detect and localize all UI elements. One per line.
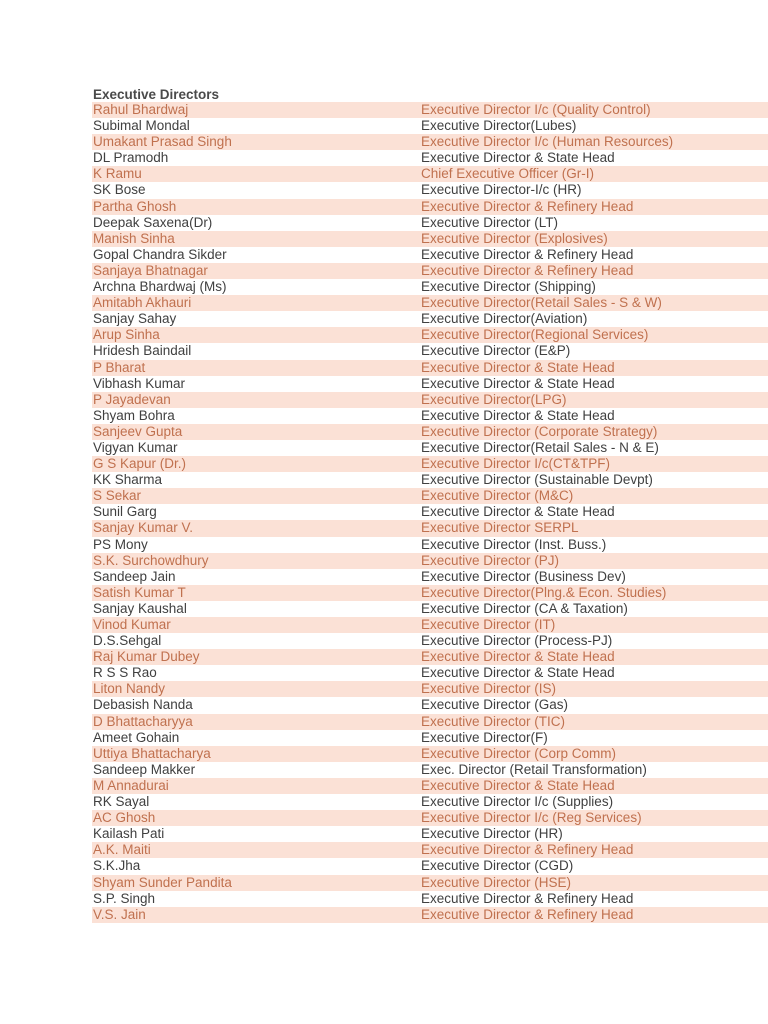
name-cell: Sandeep Makker	[93, 761, 196, 777]
name-cell: G S Kapur (Dr.)	[93, 456, 187, 472]
name-cell: Manish Sinha	[93, 230, 175, 246]
table-row	[92, 408, 768, 424]
designation-cell: Executive Director (Business Dev)	[421, 568, 626, 584]
designation-cell: Executive Director (CA & Taxation)	[421, 600, 628, 616]
designation-cell: Executive Director & State Head	[421, 359, 615, 375]
table-row	[92, 295, 768, 311]
designation-cell: Executive Director I/c (Supplies)	[421, 794, 614, 810]
designation-cell: Executive Director I/c (Human Resources)	[421, 134, 674, 150]
table-row	[92, 746, 768, 762]
designation-cell: Chief Executive Officer (Gr-I)	[421, 166, 595, 182]
name-cell: PS Mony	[93, 536, 148, 552]
table-row	[92, 215, 768, 231]
designation-cell: Executive Director(Plng.& Econ. Studies)	[421, 584, 667, 600]
name-cell: K Ramu	[93, 166, 142, 182]
designation-cell: Executive Director & State Head	[421, 150, 615, 166]
table-row	[92, 537, 768, 553]
table-row	[92, 810, 768, 826]
name-cell: V.S. Jain	[93, 906, 146, 922]
table-row	[92, 199, 768, 215]
designation-cell: Executive Director (IS)	[421, 681, 557, 697]
designation-cell: Executive Director (Gas)	[421, 697, 569, 713]
name-cell: RK Sayal	[93, 794, 150, 810]
name-cell: P Jayadevan	[93, 391, 171, 407]
name-cell: Sanjeev Gupta	[93, 423, 183, 439]
table-row	[92, 826, 768, 842]
designation-cell: Executive Director (PJ)	[421, 552, 560, 568]
name-cell: Sanjaya Bhatnagar	[93, 262, 208, 278]
table-row	[92, 633, 768, 649]
name-cell: M Annadurai	[93, 777, 169, 793]
designation-cell: Exec. Director (Retail Transformation)	[421, 761, 647, 777]
table-row	[92, 601, 768, 617]
designation-cell: Executive Director & Refinery Head	[421, 262, 634, 278]
designation-cell: Executive Director & Refinery Head	[421, 842, 634, 858]
designation-cell: Executive Director(LPG)	[421, 391, 567, 407]
designation-cell: Executive Director(F)	[421, 729, 548, 745]
table-row	[92, 231, 768, 247]
table-row	[92, 456, 768, 472]
table-row	[92, 665, 768, 681]
designation-cell: Executive Director (HSE)	[421, 874, 572, 890]
designation-cell: Executive Director (Process-PJ)	[421, 633, 613, 649]
table-row	[92, 504, 768, 520]
table-row	[92, 150, 768, 166]
designation-cell: Executive Director I/c(CT&TPF)	[421, 456, 611, 472]
name-cell: Raj Kumar Dubey	[93, 649, 200, 665]
name-cell: S.K. Surchowdhury	[93, 552, 209, 568]
table-row	[92, 681, 768, 697]
name-cell: Sanjay Kumar V.	[93, 520, 194, 536]
table-row	[92, 907, 768, 923]
designation-cell: Executive Director (E&P)	[421, 343, 571, 359]
table-row	[92, 343, 768, 359]
designation-cell: Executive Director & Refinery Head	[421, 198, 634, 214]
name-cell: AC Ghosh	[93, 810, 156, 826]
designation-cell: Executive Director & Refinery Head	[421, 890, 634, 906]
designation-cell: Executive Director(Regional Services)	[421, 327, 649, 343]
table-row	[92, 311, 768, 327]
table-row	[92, 714, 768, 730]
table-row	[92, 875, 768, 891]
name-cell: Satish Kumar T	[93, 584, 186, 600]
designation-cell: Executive Director & State Head	[421, 777, 615, 793]
name-cell: Deepak Saxena(Dr)	[93, 214, 213, 230]
name-cell: Gopal Chandra Sikder	[93, 246, 227, 262]
name-cell: Archna Bhardwaj (Ms)	[93, 279, 227, 295]
designation-cell: Executive Director SERPL	[421, 520, 579, 536]
name-cell: Shyam Bohra	[93, 407, 175, 423]
name-cell: Sandeep Jain	[93, 568, 176, 584]
name-cell: Liton Nandy	[93, 681, 166, 697]
name-cell: Partha Ghosh	[93, 198, 177, 214]
designation-cell: Executive Director (Inst. Buss.)	[421, 536, 607, 552]
designation-cell: Executive Director & Refinery Head	[421, 906, 634, 922]
table-row	[92, 102, 768, 118]
name-cell: Vibhash Kumar	[93, 375, 186, 391]
name-cell: Arup Sinha	[93, 327, 160, 343]
table-row	[92, 520, 768, 536]
designation-cell: Executive Director-I/c (HR)	[421, 182, 582, 198]
designation-cell: Executive Director & State Head	[421, 375, 615, 391]
table-row	[92, 649, 768, 665]
table-row	[92, 778, 768, 794]
table-row	[92, 376, 768, 392]
designation-cell: Executive Director I/c (Reg Services)	[421, 810, 642, 826]
designation-cell: Executive Director (Shipping)	[421, 279, 596, 295]
name-cell: Amitabh Akhauri	[93, 295, 192, 311]
name-cell: Sunil Garg	[93, 504, 157, 520]
name-cell: P Bharat	[93, 359, 146, 375]
designation-cell: Executive Director(Retail Sales - N & E)	[421, 439, 659, 455]
table-row	[92, 617, 768, 633]
name-cell: S Sekar	[93, 488, 142, 504]
table-row	[92, 263, 768, 279]
designation-cell: Executive Director (Corp Comm)	[421, 745, 617, 761]
designation-cell: Executive Director (IT)	[421, 617, 556, 632]
name-cell: R S S Rao	[93, 665, 157, 681]
name-cell: D Bhattacharyya	[93, 713, 193, 729]
table-row	[92, 858, 768, 874]
designation-cell: Executive Director (CGD)	[421, 858, 574, 874]
name-cell: Sanjay Sahay	[93, 311, 177, 327]
name-cell: KK Sharma	[93, 472, 163, 488]
name-cell: Hridesh Baindail	[93, 343, 192, 359]
table-row	[92, 247, 768, 263]
table-row	[92, 327, 768, 343]
table-row	[92, 166, 768, 182]
table-row	[92, 569, 768, 585]
designation-cell: Executive Director (Sustainable Devpt)	[421, 472, 653, 488]
table-row	[92, 392, 768, 408]
table-row	[92, 553, 768, 569]
name-cell: Sanjay Kaushal	[93, 600, 187, 616]
table-row	[92, 762, 768, 778]
table-row	[92, 440, 768, 456]
designation-cell: Executive Director (TIC)	[421, 713, 566, 729]
name-cell: Kailash Pati	[93, 826, 165, 842]
spreadsheet-sheet	[92, 86, 768, 923]
table-row	[92, 360, 768, 376]
name-cell: S.K.Jha	[93, 858, 141, 874]
table-row	[92, 891, 768, 907]
name-cell: Umakant Prasad Singh	[93, 134, 232, 150]
name-cell: Debasish Nanda	[93, 697, 193, 713]
name-cell: Shyam Sunder Pandita	[93, 874, 232, 890]
name-cell: S.P. Singh	[93, 890, 156, 906]
table-row	[92, 697, 768, 713]
designation-cell: Executive Director (LT)	[421, 214, 559, 230]
table-row	[92, 134, 768, 150]
designation-cell: Executive Director & State Head	[421, 407, 615, 423]
table-row	[92, 730, 768, 746]
name-cell: Vigyan Kumar	[93, 439, 178, 455]
name-cell: Ameet Gohain	[93, 729, 180, 745]
designation-cell: Executive Director (HR)	[421, 826, 563, 842]
designation-cell: Executive Director I/c (Quality Control)	[421, 102, 651, 117]
section-title: Executive Directors	[93, 87, 220, 102]
name-cell: A.K. Maiti	[93, 842, 151, 858]
designation-cell: Executive Director (M&C)	[421, 488, 574, 504]
table-row	[92, 794, 768, 810]
name-cell: D.S.Sehgal	[93, 633, 162, 649]
name-cell: Rahul Bhardwaj	[93, 102, 189, 117]
designation-cell: Executive Director & State Head	[421, 504, 615, 520]
name-cell: Uttiya Bhattacharya	[93, 745, 211, 761]
name-cell: SK Bose	[93, 182, 146, 198]
designation-cell: Executive Director (Explosives)	[421, 230, 608, 246]
table-row	[92, 424, 768, 440]
table-row	[92, 842, 768, 858]
executive-directors-list	[92, 102, 768, 923]
table-row	[92, 118, 768, 134]
designation-cell: Executive Director(Retail Sales - S & W)	[421, 295, 662, 311]
designation-cell: Executive Director(Lubes)	[421, 118, 577, 134]
table-row	[92, 279, 768, 295]
designation-cell: Executive Director (Corporate Strategy)	[421, 423, 658, 439]
name-cell: DL Pramodh	[93, 150, 169, 166]
table-row	[92, 182, 768, 198]
table-row	[92, 585, 768, 601]
name-cell: Vinod Kumar	[93, 617, 171, 632]
designation-cell: Executive Director(Aviation)	[421, 311, 588, 327]
table-row	[92, 472, 768, 488]
table-row	[92, 488, 768, 504]
designation-cell: Executive Director & State Head	[421, 665, 615, 681]
name-cell: Subimal Mondal	[93, 118, 190, 134]
designation-cell: Executive Director & State Head	[421, 649, 615, 665]
designation-cell: Executive Director & Refinery Head	[421, 246, 634, 262]
